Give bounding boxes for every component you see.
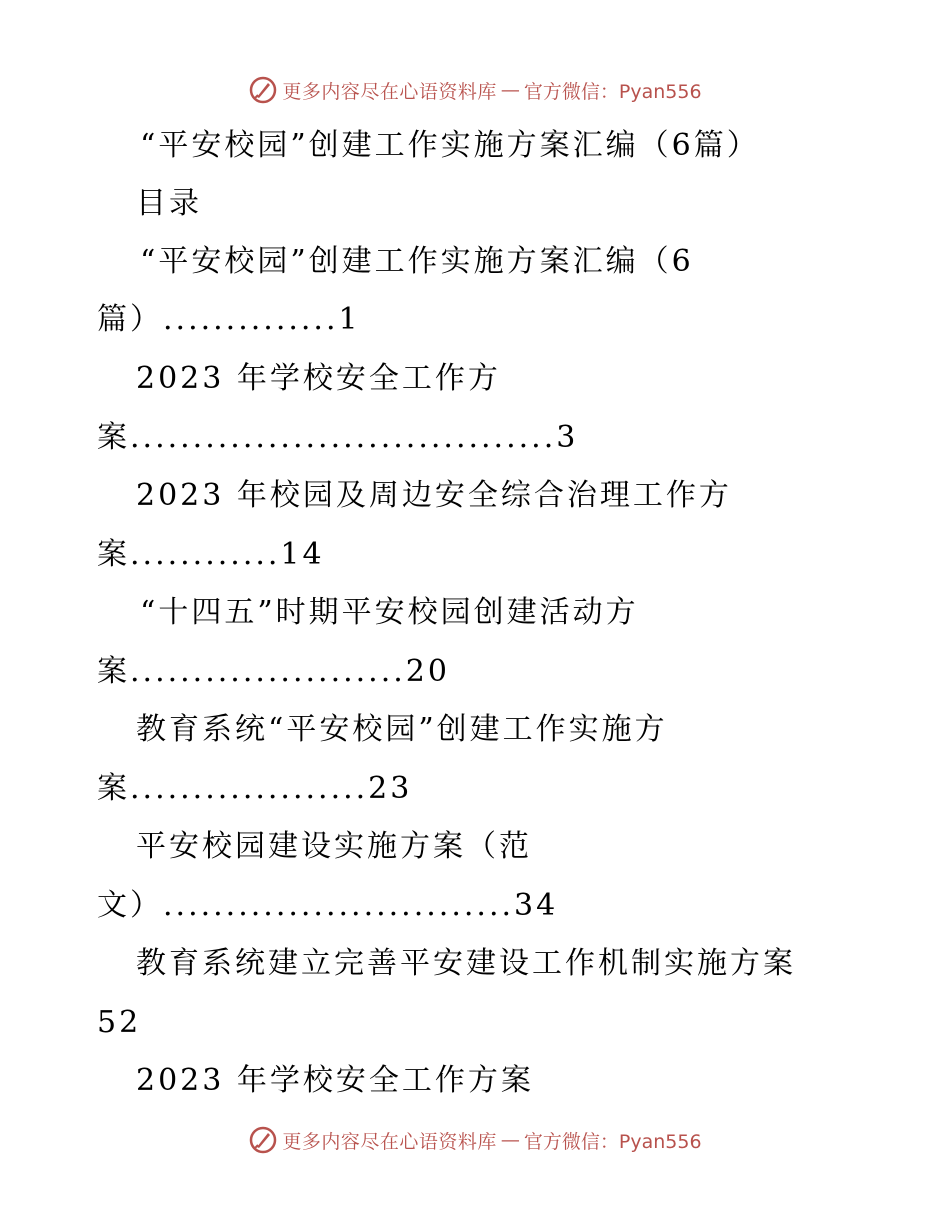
toc-heading: 目录 (136, 186, 202, 221)
watermark-text: 更多内容尽在心语资料库 (282, 80, 497, 103)
header-watermark (0, 70, 950, 110)
toc-entry-4-line-1: “十四五”时期平安校园创建活动方 (140, 595, 639, 630)
watermark-text: 更多内容尽在心语资料库 (282, 1130, 497, 1153)
watermark-dash: — (500, 1129, 520, 1151)
toc-entry-1-line-2: 篇）..............1 (97, 302, 361, 337)
toc-entry-5-line-2: 案...................23 (97, 771, 413, 806)
toc-entry-7-line-1: 教育系统建立完善平安建设工作机制实施方案 (136, 946, 796, 981)
toc-entry-1-line-1: “平安校园”创建工作实施方案汇编（6 (140, 244, 694, 279)
toc-entry-6-line-2: 文）............................34 (97, 888, 559, 923)
quill-logo-icon (248, 1125, 278, 1155)
toc-entry-6-line-1: 平安校园建设实施方案（范 (136, 829, 532, 864)
toc-entry-4-line-2: 案......................20 (97, 654, 450, 689)
toc-entry-2-line-1: 2023 年学校安全工作方 (136, 361, 501, 396)
watermark-contact: 官方微信：Pyan556 (523, 80, 702, 103)
quill-logo-icon (248, 75, 278, 105)
watermark-contact: 官方微信：Pyan556 (523, 1130, 702, 1153)
watermark-dash: — (500, 79, 520, 101)
toc-entry-7-line-2: 52 (97, 1005, 142, 1040)
toc-entry-3-line-1: 2023 年校园及周边安全综合治理工作方 (136, 478, 732, 513)
footer-watermark (0, 1120, 950, 1160)
toc-entry-2-line-2: 案..................................3 (97, 420, 579, 455)
toc-entry-5-line-1: 教育系统“平安校园”创建工作实施方 (136, 712, 668, 747)
section-heading: 2023 年学校安全工作方案 (136, 1063, 534, 1098)
toc-entry-3-line-2: 案............14 (97, 537, 325, 572)
document-title: “平安校园”创建工作实施方案汇编（6篇） (140, 128, 760, 163)
